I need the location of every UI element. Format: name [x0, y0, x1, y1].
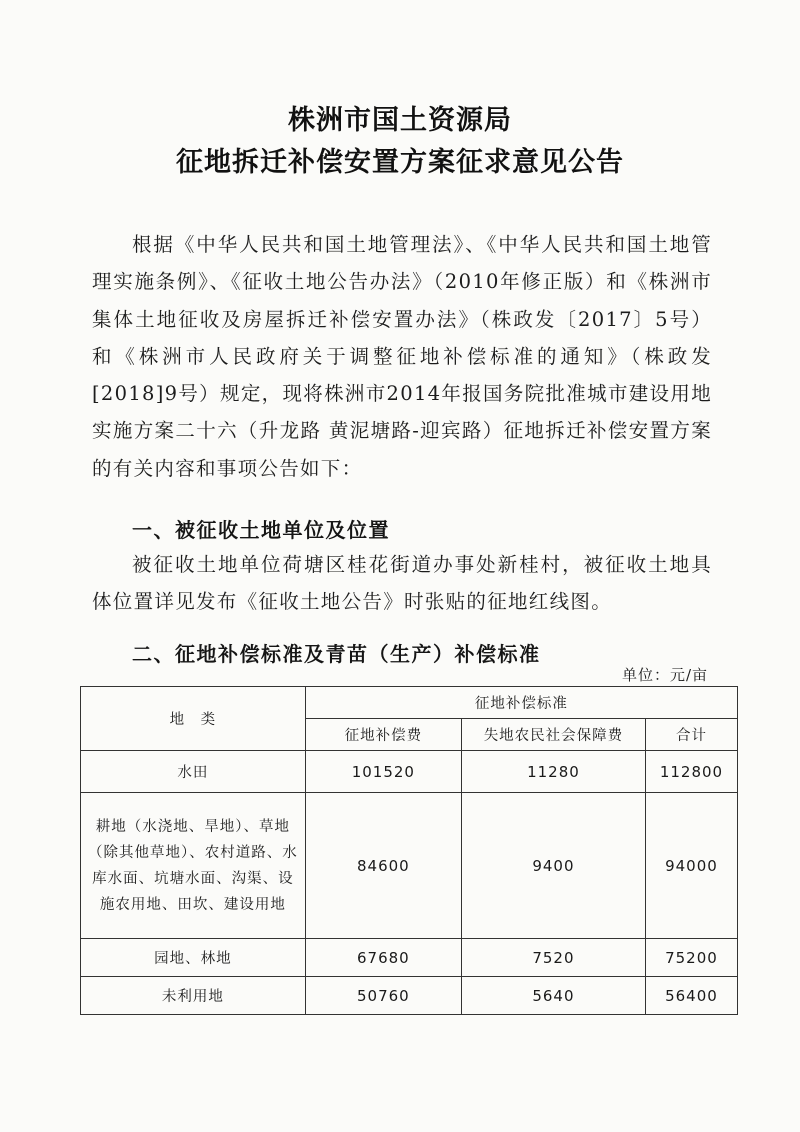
header-landtype: 地 类 [81, 687, 306, 751]
section2-heading: 二、征地补偿标准及青苗（生产）补偿标准 [132, 642, 541, 666]
cell-compensation: 101520 [305, 751, 461, 793]
unit-label: 单位：元/亩 [621, 666, 708, 684]
compensation-table [80, 686, 738, 1015]
document-title-line2: 征地拆迁补偿安置方案征求意见公告 [176, 147, 624, 178]
cell-total: 75200 [645, 939, 737, 977]
table-row [81, 939, 738, 977]
document-title-line1: 株洲市国土资源局 [288, 105, 512, 136]
cell-landtype: 耕地（水浇地、旱地）、草地（除其他草地）、农村道路、水库水面、坑塘水面、沟渠、设施农用地、田坎、建设用地 [81, 793, 306, 939]
table-row [81, 977, 738, 1015]
header-social-security: 失地农民社会保障费 [461, 719, 645, 751]
cell-total: 56400 [645, 977, 737, 1015]
intro-paragraph: 根据《中华人民共和国土地管理法》、《中华人民共和国土地管理实施条例》、《征收土地公告办法》（2010年修正版）和《株洲市集体土地征收及房屋拆迁补偿安置办法》（株政发〔2017〕5号）和《株洲市人民政府关于调整征地补偿标准的通知》（株政发[2018]9号）规定，现将株洲市2014年报国务院批准城市建设用地实施方案二十六（升龙路 黄泥塘路-迎宾路）征地拆迁补偿安置方案的有关内容和事项公告如下： [92, 233, 712, 480]
cell-landtype: 未利用地 [81, 977, 306, 1015]
header-compensation: 征地补偿费 [305, 719, 461, 751]
cell-social-security: 7520 [461, 939, 645, 977]
cell-social-security: 11280 [461, 751, 645, 793]
table-row [81, 751, 738, 793]
cell-social-security: 9400 [461, 793, 645, 939]
cell-landtype: 园地、林地 [81, 939, 306, 977]
cell-landtype: 水田 [81, 751, 306, 793]
cell-compensation: 50760 [305, 977, 461, 1015]
cell-compensation: 84600 [305, 793, 461, 939]
cell-social-security: 5640 [461, 977, 645, 1015]
table-header-row [81, 687, 738, 719]
table-row [81, 793, 738, 939]
header-group: 征地补偿标准 [305, 687, 737, 719]
header-total: 合计 [645, 719, 737, 751]
cell-compensation: 67680 [305, 939, 461, 977]
section1-heading: 一、被征收土地单位及位置 [132, 518, 390, 542]
cell-total: 94000 [645, 793, 737, 939]
section1-body: 被征收土地单位荷塘区桂花街道办事处新桂村，被征收土地具体位置详见发布《征收土地公告》时张贴的征地红线图。 [92, 553, 712, 614]
cell-total: 112800 [645, 751, 737, 793]
